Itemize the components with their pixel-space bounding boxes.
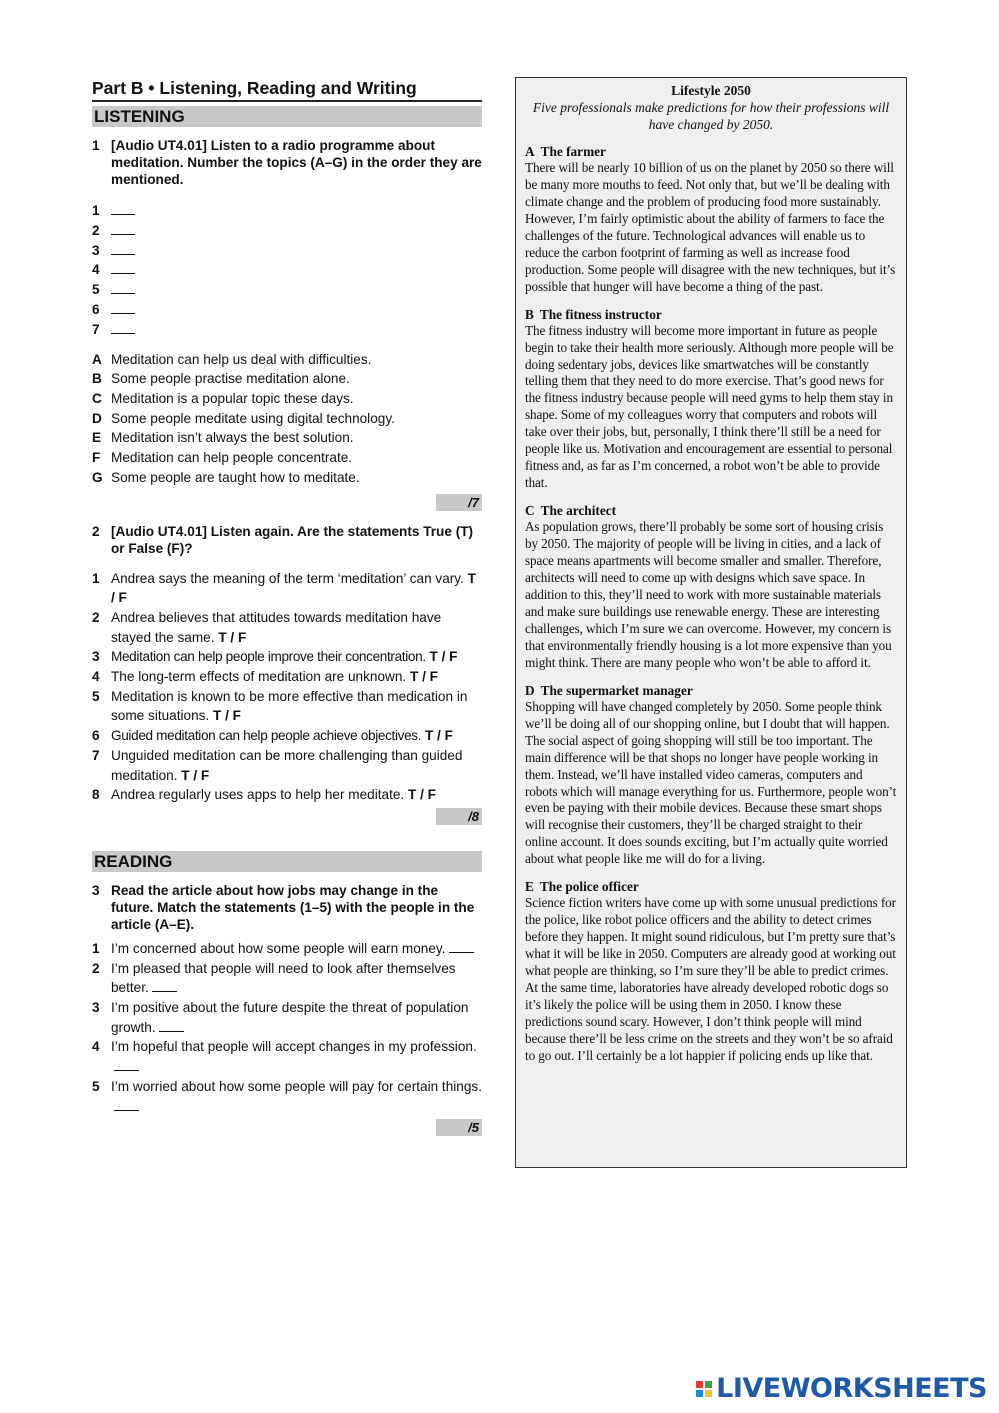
answer-blank[interactable] (111, 221, 135, 235)
statement-body (111, 1037, 482, 1076)
blank-number: 7 (92, 321, 100, 337)
statement-body (111, 785, 436, 805)
answer-blank[interactable] (114, 1059, 139, 1071)
reading-heading: READING (92, 851, 482, 872)
answer-blank-row (92, 221, 482, 241)
true-false-choice[interactable]: T / F (407, 787, 436, 803)
section-letter: B (525, 306, 534, 322)
option-text: Meditation can help us deal with difficulties. (111, 351, 372, 367)
article-section-body: There will be nearly 10 billion of us on the planet by 2050 so there will be many more mouths to feed. Not only that, but we’ll be dealing with climate change and the problem of producing food more sustainably. However, I’m fairly optimistic about the ability of farmers to face the challenges of the future. Technological advances will enable us to reduce the carbon footprint of farming as well as increase food production. Some people will disagree with the new techniques, but it’s possible that hunger will have become a thing of the past. (525, 160, 896, 294)
answer-blank[interactable] (111, 260, 135, 274)
statement-text: I’m worried about how some people will pay for certain things. (111, 1078, 482, 1094)
score-row (92, 808, 482, 825)
statement-body (111, 608, 482, 647)
statement-row (92, 959, 482, 998)
option-text: Meditation can help people concentrate. (111, 450, 353, 466)
option-letter: D (92, 410, 102, 426)
true-false-statements (92, 569, 482, 805)
statement-number: 7 (92, 747, 100, 763)
question-1 (92, 137, 482, 188)
statement-row (92, 939, 482, 959)
statement-number: 3 (92, 649, 100, 665)
option-letter: B (92, 371, 102, 387)
topic-option (92, 448, 482, 468)
statement-row (92, 726, 482, 746)
true-false-choice[interactable]: T / F (409, 669, 438, 685)
section-title: The farmer (540, 144, 606, 159)
article-section-body: The fitness industry will become more important in future as people begin to take their health more seriously. Although more people will be doing sedentary jobs, devices like smartwatches will be constantly telling them that they need to do more exercise. That’s good news for the fitness industry because people will need gyms to help them stay in shape. Some of my colleagues worry that computers and robots will take over their jobs, but, personally, I think there’ll still be a need for people like us. Motivation and encouragement are essential to personal fitness and, as far as I’m concerned, a robot won’t be able to provide that. (525, 322, 894, 491)
true-false-choice[interactable]: T / F (111, 570, 476, 606)
statement-body (111, 687, 482, 726)
answer-blank[interactable] (111, 201, 135, 215)
answer-blank-row (92, 260, 482, 280)
statement-text: Guided meditation can help people achieve objectives. (111, 728, 422, 744)
topic-option (92, 369, 482, 389)
answer-blank[interactable] (114, 1099, 139, 1111)
topic-options (92, 350, 482, 488)
option-text: Some people are taught how to meditate. (111, 469, 360, 485)
question-number: 3 (92, 882, 100, 898)
statement-row (92, 746, 482, 785)
statement-text: Andrea regularly uses apps to help her meditate. (111, 787, 405, 803)
option-letter: C (92, 390, 102, 406)
matching-statements (92, 939, 482, 1116)
topic-option (92, 428, 482, 448)
logo-icon (696, 1381, 712, 1397)
answer-blank[interactable] (152, 980, 177, 992)
statement-body (111, 746, 482, 785)
section-title: The architect (540, 503, 617, 519)
statement-number: 6 (92, 728, 100, 744)
topic-option (92, 389, 482, 409)
option-text: Some people meditate using digital technology. (111, 410, 395, 426)
answer-blank[interactable] (111, 300, 135, 314)
left-column (92, 78, 482, 1136)
statement-row (92, 687, 482, 726)
question-number: 2 (92, 523, 100, 539)
statement-text: Meditation can help people improve their concentration. (111, 649, 426, 665)
statement-body (111, 667, 438, 687)
article-section-body: As population grows, there’ll probably be some sort of housing crisis by 2050. The majority of people will be living in cities, and a lack of space means apartments will become smaller and smaller. Therefore, architects will need to come up with designs which save space. In addition to this, they’ll need to work with more sustainable materials and make sure buildings use renewable energy. These are interesting challenges, which I’m sure we can overcome. However, my concern is that environmentally friendly housing is a lot more expensive than you might think. There are many people who won’t be able to afford it. (525, 519, 892, 670)
option-text: Meditation isn’t always the best solution. (111, 430, 354, 446)
answer-blanks (92, 201, 482, 340)
answer-blank[interactable] (449, 941, 474, 953)
true-false-choice[interactable]: T / F (181, 767, 210, 783)
answer-blank-row (92, 300, 482, 320)
article-box (515, 77, 907, 1168)
statement-number: 5 (92, 688, 100, 704)
answer-blank-row (92, 201, 482, 221)
statement-text: I’m concerned about how some people will earn money. (111, 940, 446, 956)
statement-body (111, 939, 474, 959)
listening-heading: LISTENING (92, 106, 482, 127)
blank-number: 2 (92, 222, 100, 238)
option-text: Meditation is a popular topic these days. (111, 390, 354, 406)
true-false-choice[interactable]: T / F (424, 728, 453, 744)
logo-square (705, 1381, 712, 1388)
statement-text: I’m hopeful that people will accept changes in my profession. (111, 1039, 477, 1055)
statement-number: 8 (92, 787, 100, 803)
statement-number: 2 (92, 609, 100, 625)
article-section-heading (525, 143, 897, 160)
logo-square (696, 1381, 703, 1388)
question-2 (92, 523, 482, 557)
blank-number: 3 (92, 242, 100, 258)
question-text: [Audio UT4.01] Listen to a radio programme about meditation. Number the topics (A–G) in the order they are mentioned. (111, 138, 482, 187)
article-title: Lifestyle 2050 (671, 83, 751, 98)
statement-number: 1 (92, 940, 100, 956)
statement-body (111, 998, 482, 1037)
statement-text: The long-term effects of meditation are unknown. (111, 669, 407, 685)
statement-row (92, 667, 482, 687)
answer-blank[interactable] (111, 241, 135, 255)
article-section-heading (525, 306, 897, 323)
article-section-body: Science fiction writers have come up with some unusual predictions for the police, like robot police officers and the ability to detect crimes before they happen. It might sound ridiculous, but I’m pretty sure that’s what it will be like in 2050. Computers are already good at working out what people are thinking, so I’m sure they’ll be able to predict crimes. At the same time, laboratories have already developed robotic dogs so it’s likely the police will be using them in 2050. I know these predictions sound scary. However, I don’t think people will mind because there’ll be less crime on the streets and they won’t be so afraid to go out. I’ll certainly be a lot happier if policing ends up like that. (525, 895, 896, 1063)
statement-body (111, 1077, 482, 1116)
statement-text: I’m pleased that people will need to look after themselves better. (111, 960, 456, 996)
score-box: /8 (436, 808, 482, 825)
question-number: 1 (92, 138, 100, 153)
statement-row (92, 785, 482, 805)
true-false-choice[interactable]: T / F (218, 629, 247, 645)
score-row (92, 494, 482, 511)
blank-number: 4 (92, 262, 100, 278)
answer-blank[interactable] (159, 1020, 184, 1032)
statement-number: 3 (92, 1000, 100, 1016)
statement-row (92, 647, 482, 667)
score-row (92, 1119, 482, 1136)
statement-row (92, 569, 482, 608)
question-3 (92, 882, 482, 933)
answer-blank-row (92, 241, 482, 261)
topic-option (92, 468, 482, 488)
statement-number: 4 (92, 1039, 100, 1055)
blank-number: 1 (92, 203, 100, 218)
article-subtitle: Five professionals make predictions for how their professions will have changed by 2050. (532, 100, 890, 132)
statement-body (111, 959, 482, 998)
statement-text: I’m positive about the future despite the threat of population growth. (111, 1000, 469, 1035)
article-section-heading (525, 878, 897, 895)
score-box: /7 (436, 494, 482, 511)
statement-number: 5 (92, 1078, 100, 1094)
section-title: The fitness instructor (539, 306, 662, 322)
statement-number: 4 (92, 669, 100, 685)
statement-row (92, 998, 482, 1037)
logo-text: LIVEWORKSHEETS (716, 1373, 987, 1404)
statement-body (111, 569, 482, 608)
article-section-body: Shopping will have changed completely by 2050. Some people think we’ll be doing all of our shopping online, but I doubt that will happen. The social aspect of going shopping will still be too important. The main difference will be that shops no longer have people working in them. Instead, we’ll have installed video cameras, computers and robots which will manage everything for us. Furthermore, people won’t even be paying with their mobile devices. Because these smart shops will recognise their customers, they’ll be charged straight to their online account. It does sounds exciting, but I’m actually quite worried about what people like me will do for a living. (525, 698, 897, 867)
liveworksheets-logo (696, 1374, 987, 1404)
statement-text: Unguided meditation can be more challenging than guided meditation. (111, 747, 463, 783)
statement-body (111, 647, 458, 667)
statement-row (92, 608, 482, 647)
logo-square (696, 1390, 703, 1397)
blank-number: 5 (92, 282, 100, 298)
statement-row (92, 1077, 482, 1116)
answer-blank-row (92, 320, 482, 340)
section-title: The supermarket manager (540, 682, 693, 698)
option-letter: G (92, 469, 103, 485)
answer-blank[interactable] (111, 280, 135, 294)
statement-text: Andrea says the meaning of the term ‘meditation’ can vary. (111, 570, 464, 586)
answer-blank-row (92, 280, 482, 300)
option-letter: E (92, 430, 102, 446)
blank-number: 6 (92, 301, 100, 317)
statement-number: 1 (92, 570, 100, 586)
article-sections (525, 143, 897, 1065)
topic-option (92, 409, 482, 429)
article-section-heading (525, 682, 897, 699)
statement-text: Andrea believes that attitudes towards meditation have stayed the same. (111, 609, 442, 645)
option-text: Some people practise meditation alone. (111, 371, 350, 387)
score-box: /5 (436, 1119, 482, 1136)
question-text: [Audio UT4.01] Listen again. Are the statements True (T) or False (F)? (111, 523, 474, 556)
option-letter: A (92, 351, 102, 367)
statement-row (92, 1037, 482, 1076)
true-false-choice[interactable]: T / F (429, 649, 458, 665)
logo-square (705, 1390, 712, 1397)
true-false-choice[interactable]: T / F (213, 708, 241, 724)
section-letter: A (525, 144, 535, 159)
topic-option (92, 350, 482, 370)
article-section-heading (525, 502, 897, 519)
option-letter: F (92, 450, 101, 466)
statement-number: 2 (92, 960, 100, 976)
section-title: The police officer (539, 879, 639, 895)
statement-body (111, 726, 453, 746)
statement-text: Meditation is known to be more effective than medication in some situations. (111, 688, 468, 724)
part-title: Part B • Listening, Reading and Writing (92, 78, 482, 102)
answer-blank[interactable] (111, 320, 135, 334)
question-text: Read the article about how jobs may change in the future. Match the statements (1–5) with the people in the article (A–E). (111, 882, 475, 932)
section-letter: C (525, 503, 535, 519)
section-letter: E (525, 879, 534, 895)
section-letter: D (525, 682, 535, 698)
